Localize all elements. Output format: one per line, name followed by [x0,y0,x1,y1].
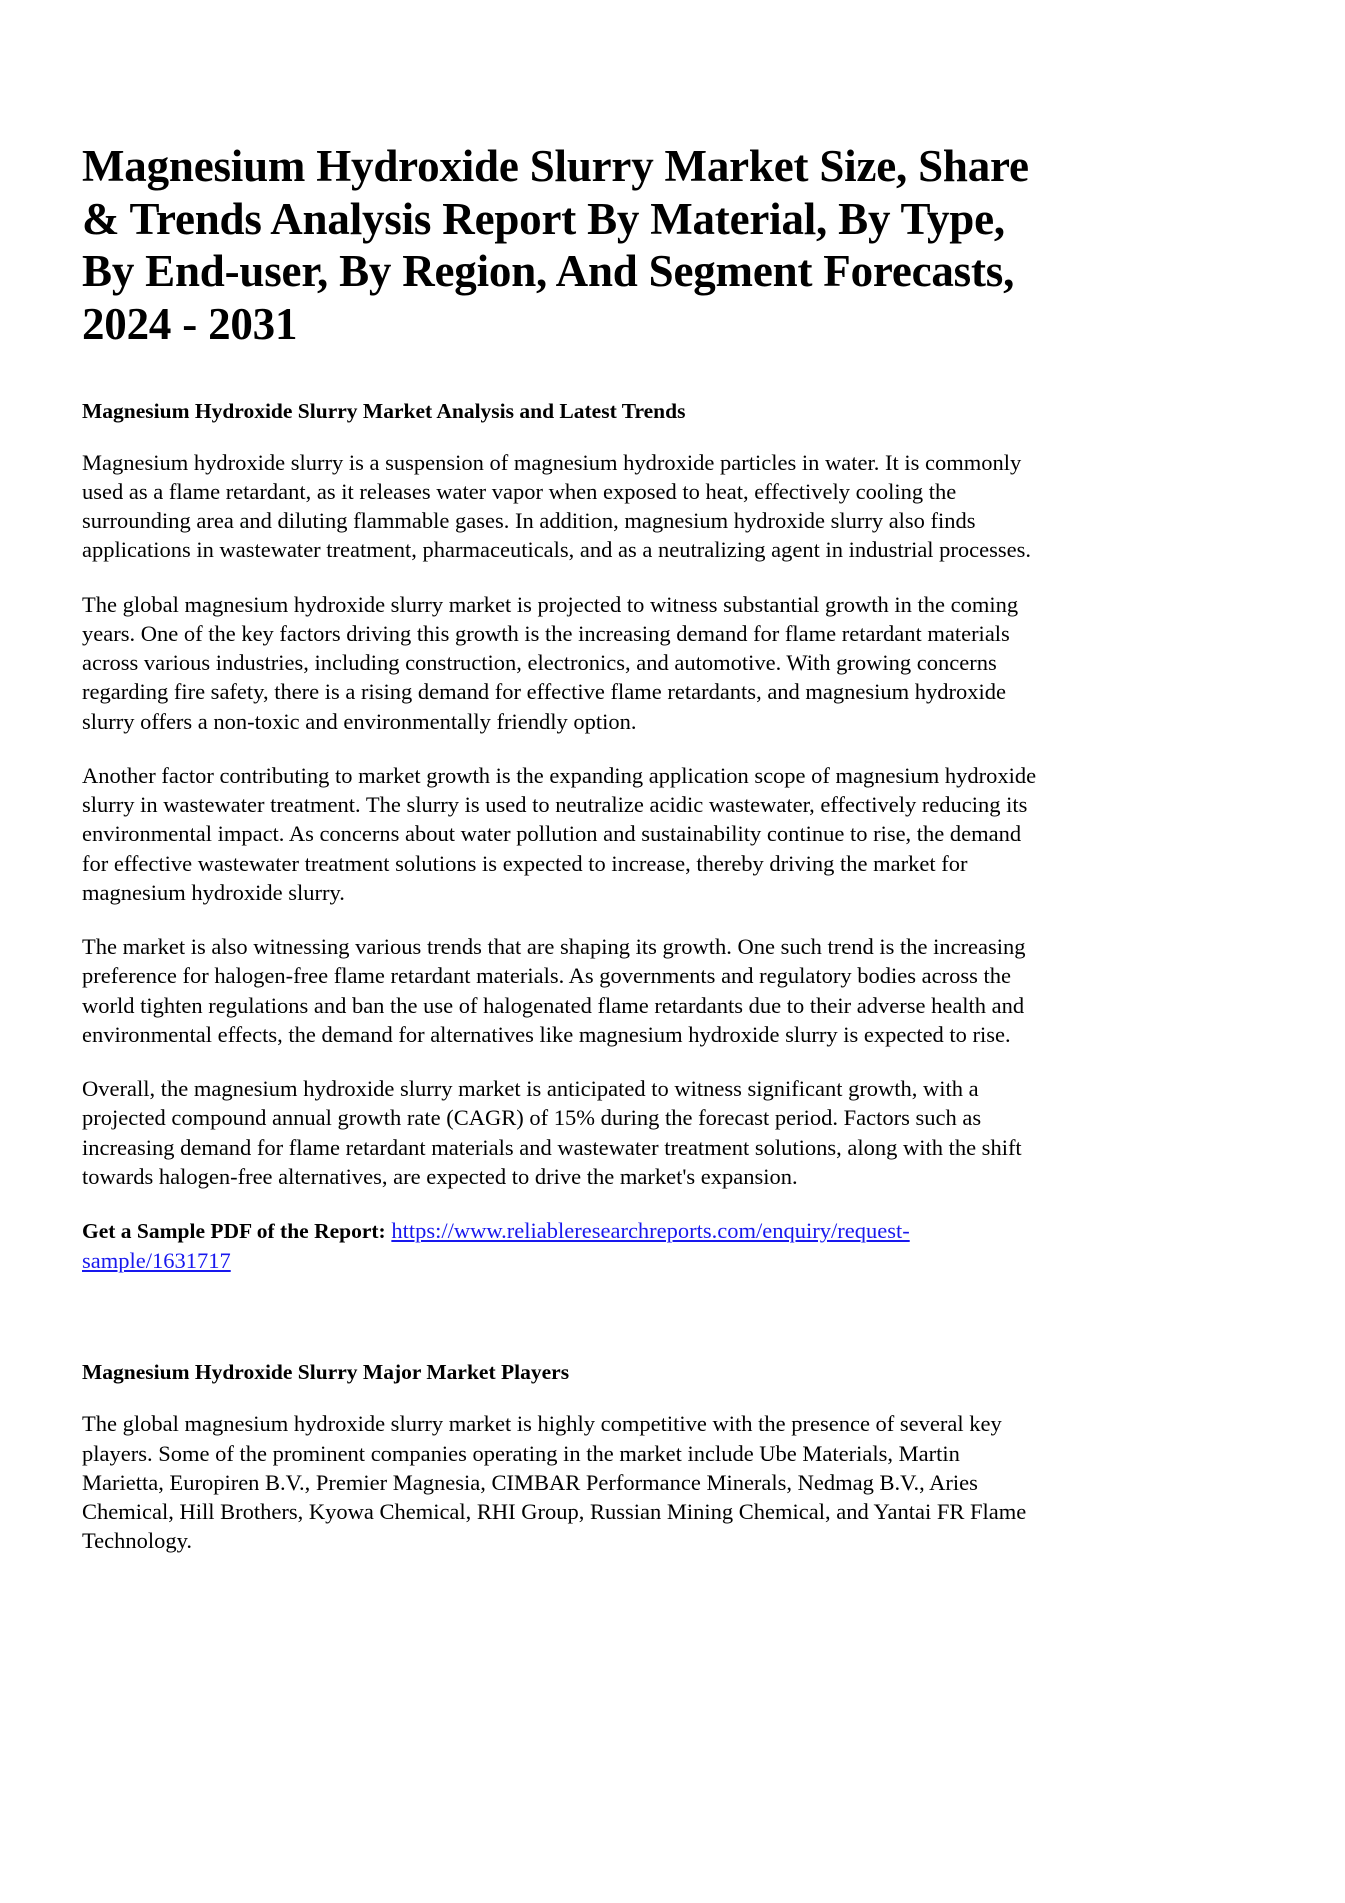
paragraph-market-trends: The market is also witnessing various trends that are shaping its growth. One such trend is the increasing preference for halogen-free flame retardant materials. As governments and regulatory bodies across the world tighten regulations and ban the use of halogenated flame retardants due to their adverse health and environmental effects, the demand for alternatives like magnesium hydroxide slurry is expected to rise. [82,934,1026,1047]
section-heading-major-players: Magnesium Hydroxide Slurry Major Market Players [82,1360,570,1385]
paragraph-cagr-outlook: Overall, the magnesium hydroxide slurry market is anticipated to witness significant growth, with a projected compound annual growth rate (CAGR) of 15% during the forecast period. Factors such as increasing demand for flame retardant materials and wastewater treatment solutions, along with the shift towards halogen-free alternatives, are expected to drive the market's expansion. [82,1076,1022,1189]
section-spacer [82,1300,1050,1358]
section-heading-market-analysis: Magnesium Hydroxide Slurry Market Analysis and Latest Trends [82,398,686,423]
paragraph-major-players: The global magnesium hydroxide slurry market is highly competitive with the presence of several key players. Some of the prominent companies operating in the market include Ube Materials, Martin Marietta, Europiren B.V., Premier Magnesia, CIMBAR Performance Minerals, Nedmag B.V., Aries Chemical, Hill Brothers, Kyowa Chemical, RHI Group, Russian Mining Chemical, and Yantai FR Flame Technology. [82,1411,1027,1554]
paragraph-wastewater-application: Another factor contributing to market growth is the expanding application scope of magnesium hydroxide slurry in wastewater treatment. The slurry is used to neutralize acidic wastewater, effectively reducing its environmental impact. As concerns about water pollution and sustainability continue to rise, the demand for effective wastewater treatment solutions is expected to increase, thereby driving the market for magnesium hydroxide slurry. [82,762,1037,905]
page-title: Magnesium Hydroxide Slurry Market Size, Share & Trends Analysis Report By Material, By Type, By End-user, By Region, And Segment Forecasts, 2024 - 2031 [82,141,1029,349]
paragraph-growth-drivers: The global magnesium hydroxide slurry market is projected to witness substantial growth in the coming years. One of the key factors driving this growth is the increasing demand for flame retardant materials across various industries, including construction, electronics, and automotive. With growing concerns regarding fire safety, there is a rising demand for effective flame retardants, and magnesium hydroxide slurry offers a non-toxic and environmentally friendly option. [82,591,1019,734]
paragraph-intro: Magnesium hydroxide slurry is a suspension of magnesium hydroxide particles in water. It is commonly used as a flame retardant, as it releases water vapor when exposed to heat, effectively cooling the surrounding area and diluting flammable gases. In addition, magnesium hydroxide slurry also finds applications in wastewater treatment, pharmaceuticals, and as a neutralizing agent in industrial processes. [82,449,1032,563]
sample-pdf-label: Get a Sample PDF of the Report: [82,1219,386,1244]
sample-pdf-cta [82,1216,1042,1275]
sample-pdf-link[interactable]: https://www.reliableresearchreports.com/enquiry/request-sample/1631717 [82,1218,910,1274]
